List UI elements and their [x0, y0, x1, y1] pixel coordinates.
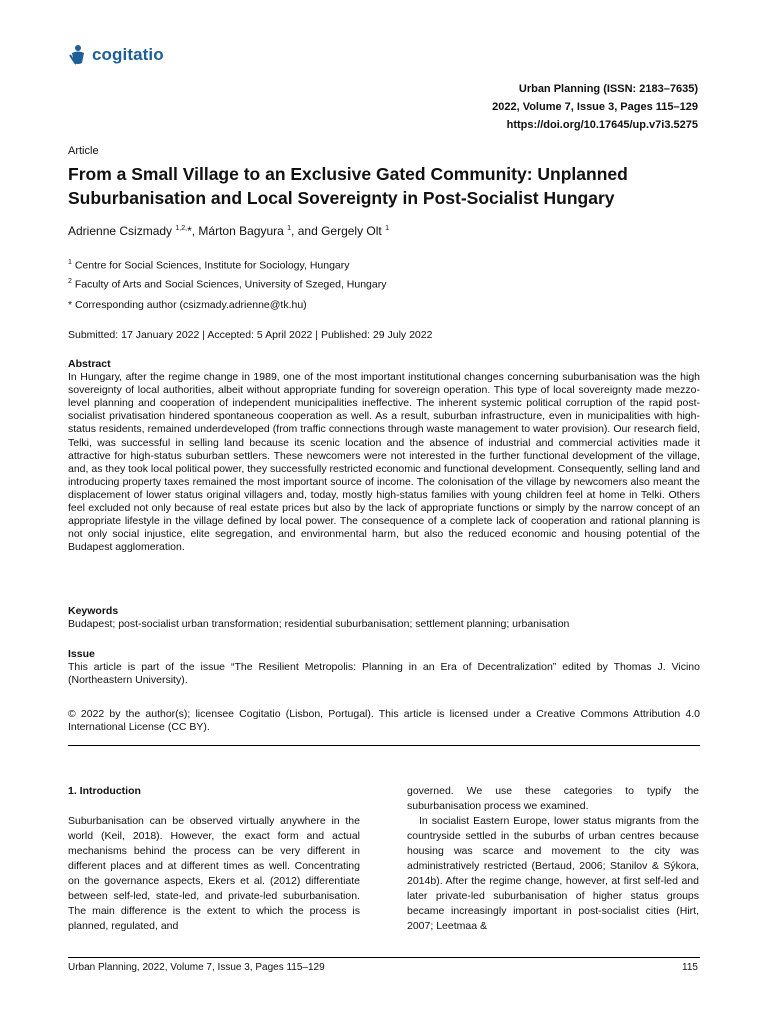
keywords-heading: Keywords — [68, 605, 119, 617]
author-3: , and Gergely Olt — [291, 224, 386, 238]
page-number: 115 — [682, 962, 698, 973]
footer-citation: Urban Planning, 2022, Volume 7, Issue 3, Pages 115–129 — [68, 962, 325, 973]
license-text: © 2022 by the author(s); licensee Cogitatio (Lisbon, Portugal). This article is licensed under a Creative Commons Attribution 4.0 International License (CC BY). — [68, 708, 700, 734]
affiliation-2-text: Faculty of Arts and Social Sciences, University of Szeged, Hungary — [71, 278, 387, 290]
affiliation-1-num: 1 — [68, 259, 72, 266]
issue-section — [68, 648, 700, 687]
abstract-section — [68, 358, 700, 554]
journal-issn: Urban Planning (ISSN: 2183–7635) — [518, 83, 698, 95]
introduction-paragraph-1: Suburbanisation can be observed virtually anywhere in the world (Keil, 2018). However, the exact form and actual mechanisms behind the process can be very different in different places and at different times as well. Concentrating on the governance aspects, Ekers et al. (2012) differentiate between self-led, state-led, and private-led suburbanisation. The main difference is the extent to which the process is planned, regulated, and — [68, 815, 360, 932]
author-3-affil: 1 — [385, 225, 389, 232]
author-1: Adrienne Csizmady — [68, 224, 176, 238]
author-2-affil: 1 — [287, 225, 292, 232]
right-column — [407, 784, 699, 934]
affiliation-1-text: Centre for Social Sciences, Institute for Sociology, Hungary — [71, 259, 350, 272]
keywords-section — [68, 605, 700, 631]
author-1-affil: 1,2, — [175, 225, 188, 232]
footer-divider — [68, 957, 700, 958]
author-list — [68, 224, 389, 238]
issue-text: This article is part of the issue “The Resilient Metropolis: Planning in an Era of Decentralization” edited by Thomas J. Vicino (Northeastern University). — [68, 661, 700, 687]
doi-link[interactable]: https://doi.org/10.17645/up.v7i3.5275 — [506, 119, 698, 131]
affiliation-2 — [68, 274, 386, 293]
logo-text: cogitatio — [92, 45, 164, 64]
author-2: Márton Bagyura — [198, 224, 288, 238]
publication-dates: Submitted: 17 January 2022 | Accepted: 5 April 2022 | Published: 29 July 2022 — [68, 329, 433, 341]
corresponding-author: * Corresponding author (csizmady.adrienne@tk.hu) — [68, 299, 307, 311]
left-column — [68, 784, 360, 934]
divider — [68, 745, 700, 746]
article-type: Article — [68, 145, 99, 157]
issue-heading: Issue — [68, 648, 95, 660]
affiliations — [68, 255, 386, 292]
introduction-paragraph-continued: governed. We use these categories to typify the suburbanisation process we examined. — [407, 785, 699, 812]
abstract-heading: Abstract — [68, 358, 111, 370]
journal-info — [492, 80, 698, 134]
introduction-heading: 1. Introduction — [68, 785, 141, 797]
keywords-text: Budapest; post-socialist urban transformation; residential suburbanisation; settlement planning; urbanisation — [68, 618, 570, 631]
cogitatio-icon — [68, 44, 88, 66]
affiliation-2-num: 2 — [68, 277, 72, 285]
journal-volume: 2022, Volume 7, Issue 3, Pages 115–129 — [492, 101, 698, 113]
article-title: From a Small Village to an Exclusive Gated Community: Unplanned Suburbanisation and Local Sovereignty in Post-Socialist Hungary — [68, 164, 628, 208]
introduction-paragraph-2: In socialist Eastern Europe, lower status migrants from the countryside settled in the suburbs of urban centres because housing was scarce and movement to the city was administratively restricted (Bertaud, 2006; Stanilov & Sýkora, 2014b). After the regime change, however, at first self-led and later private-led suburbanisation of higher status groups became increasingly important in post-socialist cities (Hirt, 2007; Leetmaa & — [407, 815, 699, 932]
abstract-text: In Hungary, after the regime change in 1989, one of the most important institutional changes concerning suburbanisation was the high sovereignty of local authorities, albeit without appropriate funding for sovereign operation. This type of local sovereignty made mezzo-level planning and cooperation of independent municipalities ineffective. The inherent systemic political corruption of the rapid post-socialist privatisation hindered spontaneous cooperation as well. As a result, suburban infrastructure, even in municipalities with high-status residents, remained underdeveloped (from traffic connections through waste management to water provision). Our research field, Telki, was successful in selling land because its scenic location and the absence of industrial and commercial activities made it attractive for high-status suburban settlers. These newcomers were not interested in the further functional development of the village, and, as they took local political power, they successfully restricted economic and functional development. Consequently, selling land and introducing property taxes remained the most important source of income. The colonisation of the village by newcomers also meant the displacement of lower status original villagers and, today, mostly high-status families with young children feel at home in Telki. Others feel excluded not only because of real estate prices but also by the lack of appropriate functions or simply by the narrow concept of an appropriate lifestyle in the village defined by local power. The consequence of a complete lack of cooperation and rational planning is not only social injustice, elite segregation, and environmental harm, but also the reduced economic and housing potential of the Budapest agglomeration. — [68, 371, 700, 554]
publisher-logo[interactable] — [68, 44, 164, 66]
license-section — [68, 708, 700, 734]
affiliation-1 — [68, 255, 386, 274]
corresponding-mark: *, — [187, 224, 199, 238]
